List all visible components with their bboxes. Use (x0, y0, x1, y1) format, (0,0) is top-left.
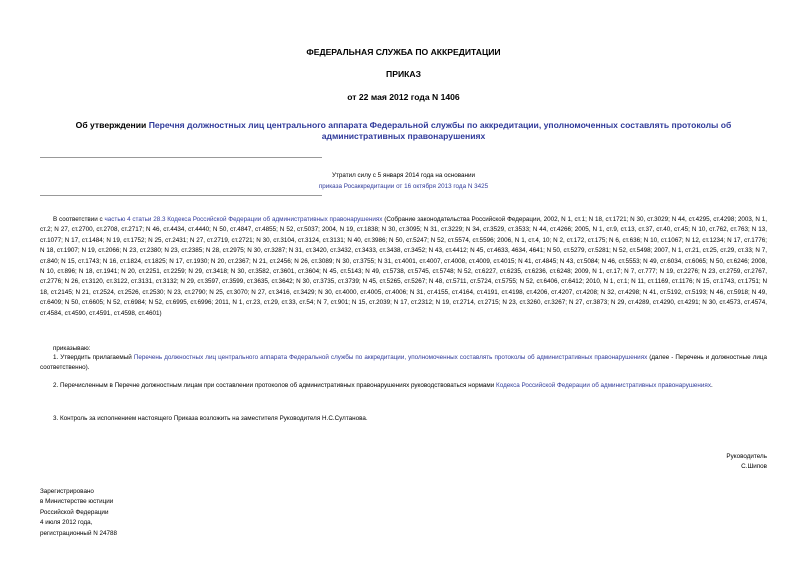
divider-bottom (40, 195, 322, 196)
item-3-paragraph: 3. Контроль за исполнением настоящего Приказа возложить на заместителя Руководителя Н.С.Султанова. (53, 415, 368, 422)
registration-line: в Министерстве юстиции (40, 498, 114, 506)
doc-type-heading: ПРИКАЗ (386, 69, 421, 79)
registration-line: регистрационный N 24788 (40, 529, 118, 537)
order-word: приказываю: (53, 345, 91, 352)
status-note (0, 170, 807, 192)
agency-heading: ФЕДЕРАЛЬНАЯ СЛУЖБА ПО АККРЕДИТАЦИИ (306, 47, 501, 57)
registration-line: Зарегистрировано (40, 488, 94, 495)
preamble-paragraph (40, 215, 767, 319)
signature-block (726, 452, 767, 473)
preamble-text: (Собрание законодательства Российской Федерации, 2002, N 1, ст.1; N 18, ст.1721; N 30, ст.3029; N 44, ст.4295, ст.4298; 2003, N 1, ст.2; N 27, ст.2700, ст.2708, ст.2717; N 46, ст.4434, ст.4440; N 50, ст.4847, ст.4855; N 52, ст.5037; 2004, N 19, ст.1838; N 30, ст.3095; N 31, ст.3229; N 34, ст.3529, ст.3533; N 44, ст.4266; 2005, N 1, ст.9, ст.13, ст.37, ст.40, ст.45; N 10, ст.762, ст.763; N 13, ст.1077; N 17, ст.1484; N 19, ст.1752; N 25, ст.2431; N 27, ст.2719, ст.2721; N 30, ст.3104, ст.3124, ст.3131; N 40, ст.3986; N 50, ст.5247; N 52, ст.5574, ст.5596; 2006, N 1, ст.4, 10; N 2, ст.172, ст.175; N 6, ст.636; N 10, ст.1067; N 12, ст.1234; N 17, ст.1776; N 18, ст.1907; N 19, ст.2066; N 23, ст.2380; N 23, ст.2385; N 28, ст.2975; N 30, ст.3287; N 31, ст.3420, ст.3432, ст.3433, ст.3438, ст.3452; N 43, ст.4412; N 45, ст.4633, 4634, 4641; N 50, ст.5279, ст.5281; N 52, ст.5498; 2007, N 1, ст.21, ст.25, ст.29, ст.33; N 7, ст.840; N 15, ст.1743; N 16, ст.1824, ст.1825; N 17, ст.1930; N 20, ст.2367; N 21, ст.2456; N 26, ст.3089; N 30, ст.3755; N 31, ст.4001, ст.4007, ст.4008, ст.4009, ст.4015; N 41, ст.4845; N 43, ст.5084; N 46, ст.5553; N 49, ст.6034, ст.6065; N 50, ст.6246; 2008, N 10, ст.896; N 18, ст.1941; N 20, ст.2251, ст.2259; N 29, ст.3418; N 30, ст.3582, ст.3601, ст.3604; N 45, ст.5143; N 49, ст.5738, ст.5745, ст.5748; N 52, ст.6227, ст.6235, ст.6236, ст.6248; 2009, N 1, ст.17; N 7, ст.777; N 19, ст.2276; N 23, ст.2759, ст.2767, ст.2776; N 26, ст.3120, ст.3122, ст.3131, ст.3132; N 29, ст.3597, ст.3599, ст.3635, ст.3642; N 30, ст.3735, ст.3739; N 45, ст.5265, ст.5267; N 48, ст.5711, ст.5724, ст.5755; N 52, ст.6406, ст.6412; 2010, N 1, ст.1; N 11, ст.1169, ст.1176; N 15, ст.1743, ст.1751; N 18, ст.2145; N 21, ст.2524, ст.2526, ст.2530; N 23, ст.2790; N 25, ст.3070; N 27, ст.3416, ст.3429; N 30, ст.4000, ст.4005, ст.4006; N 31, ст.4155, ст.4164, ст.4191, ст.4198, ст.4206, ст.4207, ст.4208; N 32, ст.4298; N 41, ст.5192, ст.5193; N 46, ст.5918; N 49, ст.6409; N 50, ст.6605; N 52, ст.6984; N 52, ст.6995, ст.6996; 2011, N 1, ст.23, ст.29, ст.33, ст.54; N 7, ст.901; N 15, ст.2039; N 17, ст.2312; N 19, ст.2714, ст.2715; N 23, ст.3260, ст.3267; N 27, ст.3873; N 29, ст.4289, ст.4290, ст.4291; N 30, ст.4573, ст.4574, ст.4584, ст.4590, ст.4591, ст.4598, ст.4601) (40, 216, 768, 317)
divider-top (40, 157, 322, 158)
item-1-prefix: 1. Утвердить прилагаемый (53, 354, 134, 361)
document-title (40, 120, 767, 142)
item-2-suffix: . (710, 382, 713, 389)
registration-block (40, 487, 117, 539)
preamble-link[interactable]: частью 4 статьи 28.3 Кодекса Российской Федерации об административных правонарушениях (104, 216, 383, 223)
title-prefix: Об утверждении (75, 120, 149, 130)
registration-line: Российской Федерации (40, 508, 109, 516)
item-1-link[interactable]: Перечень должностных лиц центрального аппарата Федеральной службы по аккредитации, уполномоченных составлять протоколы об административных правонарушениях (133, 354, 648, 361)
status-link[interactable]: приказа Росаккредитации от 16 октября 2013 года N 3425 (318, 183, 489, 190)
registration-line: 4 июля 2012 года, (40, 519, 93, 527)
doc-date-heading: от 22 мая 2012 года N 1406 (347, 92, 460, 102)
item-1-paragraph (40, 353, 767, 374)
signature-position: Руководитель (726, 453, 767, 460)
title-link[interactable]: Перечня должностных лиц центрального аппарата Федеральной службы по аккредитации, уполномоченных составлять протоколы об административных правонарушениях (148, 120, 732, 141)
status-line: Утратил силу с 5 января 2014 года на основании (331, 172, 476, 179)
item-1-suffix: (далее - Перечень и должностные лица соответственно). (40, 354, 767, 372)
item-2-link[interactable]: Кодекса Российской Федерации об административных правонарушениях (496, 382, 711, 389)
preamble-prefix: В соответствии с (53, 216, 105, 223)
signature-name: С.Шипов (741, 463, 767, 471)
item-2-prefix: 2. Перечисленным в Перечне должностным лицам при составлении протоколов об административных правонарушениях руководствоваться нормами (53, 382, 497, 389)
item-2-paragraph (40, 381, 767, 391)
